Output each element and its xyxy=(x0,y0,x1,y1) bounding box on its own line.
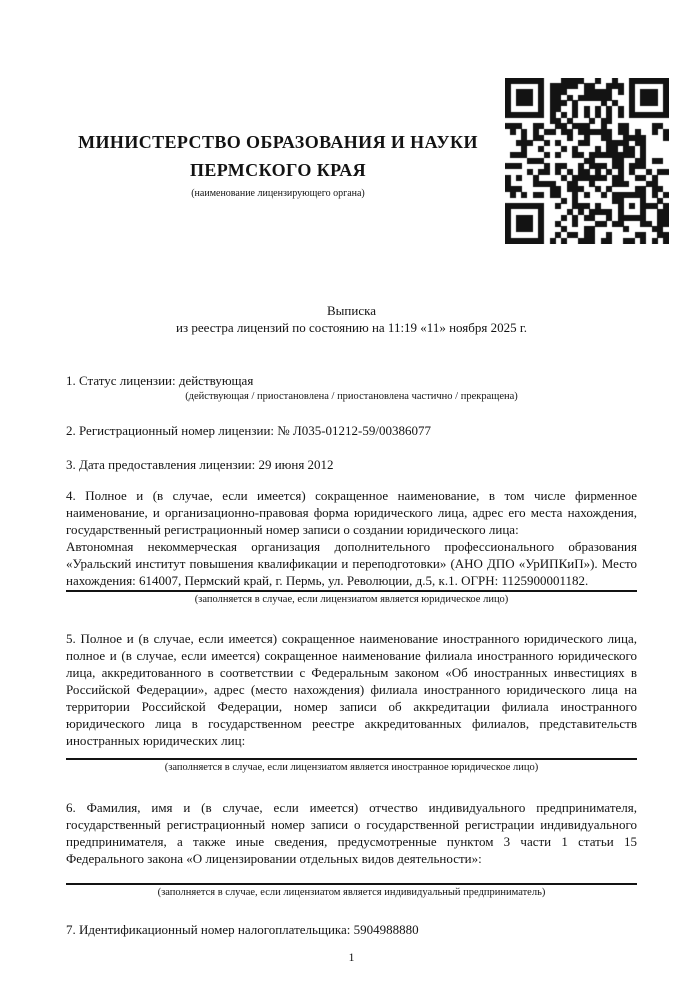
section-individual-entrepreneur xyxy=(66,799,637,900)
document-header xyxy=(66,0,637,245)
license-status-caption: (действующая / приостановлена / приостановлена частично / прекращена) xyxy=(185,391,518,402)
legal-entity-value: Автономная некоммерческая организация дополнительного профессионального образования «Уральский институт повышения квалификации и переподготовки» (АНО ДПО «УрИПКиП»). Место нахождения: 614007, Пермский край, г. Пермь, ул. Революции, д.5, к.1. ОГРН: 1125900001182. xyxy=(66,539,637,588)
document-title xyxy=(66,302,637,336)
legal-entity-field xyxy=(66,487,637,592)
document-title-line1: Выписка xyxy=(327,303,376,318)
section-taxpayer-number xyxy=(66,921,637,938)
registration-number-text: 2. Регистрационный номер лицензии: № Л035-01212-59/00386077 xyxy=(66,423,432,438)
licensing-authority xyxy=(66,128,490,200)
section-license-date xyxy=(66,456,637,473)
authority-name-line2: ПЕРМСКОГО КРАЯ xyxy=(189,160,367,180)
legal-entity-label: 4. Полное и (в случае, если имеется) сокращенное наименование, в том числе фирменное наименование, и организационно-правовая форма юридического лица, адрес его места нахождения, государственный регистрационный номер записи о создании юридического лица: xyxy=(66,488,637,537)
authority-name-line1: МИНИСТЕРСТВО ОБРАЗОВАНИЯ И НАУКИ xyxy=(78,132,478,152)
section-registration-number xyxy=(66,422,637,439)
section-license-status xyxy=(66,372,637,404)
document-title-line2: из реестра лицензий по состоянию на 11:19 «11» ноября 2025 г. xyxy=(176,320,527,335)
license-date-text: 3. Дата предоставления лицензии: 29 июня 2012 xyxy=(66,457,334,472)
individual-entrepreneur-label: 6. Фамилия, имя и (в случае, если имеется) отчество индивидуального предпринимателя, государственный регистрационный номер записи о государственной регистрации индивидуального предпринимателя, а также иные сведения, предусмотренные пунктом 3 части 1 статьи 15 Федерального закона «О лицензировании отдельных видов деятельности»: xyxy=(66,800,637,866)
qr-code-icon xyxy=(505,78,669,244)
foreign-entity-caption: (заполняется в случае, если лицензиатом является иностранное юридическое лицо) xyxy=(164,762,539,773)
legal-entity-caption: (заполняется в случае, если лицензиатом является юридическое лицо) xyxy=(194,594,509,605)
foreign-entity-label: 5. Полное и (в случае, если имеется) сокращенное наименование иностранного юридического лица, полное и (в случае, если имеется) сокращенное наименование филиала иностранного юридического лица, аккредитованного в соответствии с Федеральным законом «Об иностранных инвестициях в Российской Федерации», адрес (место нахождения) филиала иностранного юридического лица на территории Российской Федерации, номер записи об аккредитации филиала иностранного юридического лица в государственном реестре аккредитованных филиалов, представительств иностранных юридических лиц: xyxy=(66,631,637,748)
page-number: 1 xyxy=(348,950,355,964)
section-foreign-entity xyxy=(66,630,637,775)
section-legal-entity xyxy=(66,487,637,607)
taxpayer-number-text: 7. Идентификационный номер налогоплательщика: 5904988880 xyxy=(66,922,419,937)
license-status-text: 1. Статус лицензии: действующая xyxy=(66,373,254,388)
individual-entrepreneur-caption: (заполняется в случае, если лицензиатом является индивидуальный предприниматель) xyxy=(157,887,546,898)
authority-caption: (наименование лицензирующего органа) xyxy=(191,188,365,199)
